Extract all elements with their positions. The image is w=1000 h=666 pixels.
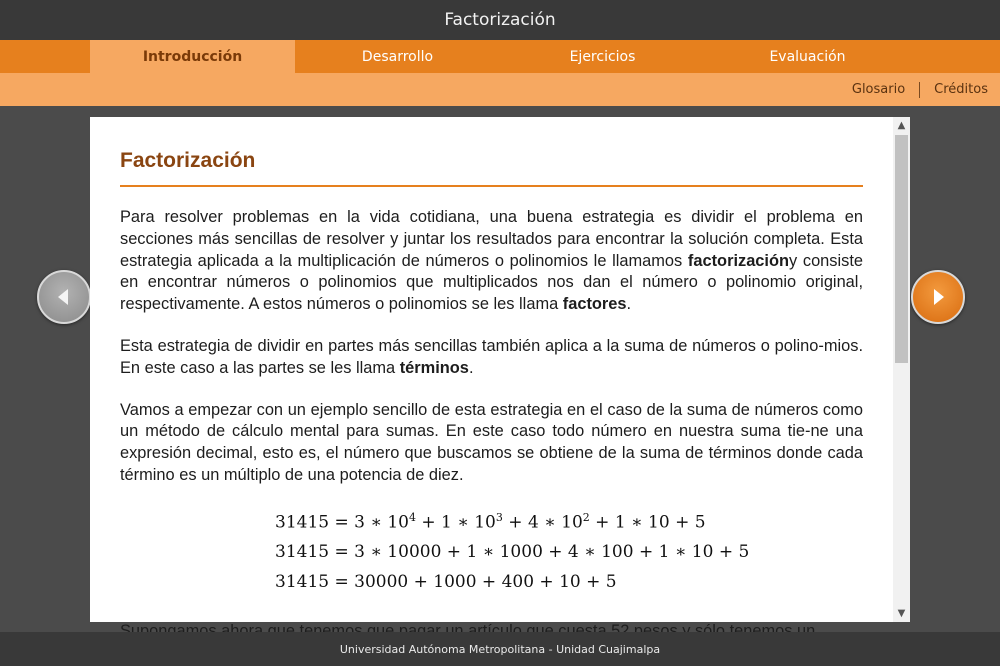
content-body: [120, 117, 863, 622]
math-exponent: 4: [408, 510, 416, 524]
content-panel[interactable]: [90, 117, 910, 622]
app-title-bar: [0, 0, 1000, 40]
math-term: 1: [614, 512, 626, 533]
math-term: 4: [527, 512, 539, 533]
footer: [0, 632, 1000, 666]
scroll-down-icon[interactable]: ▼: [897, 608, 906, 619]
secondary-nav: [0, 73, 1000, 106]
term-factores: factores: [562, 295, 627, 314]
chevron-left-icon: [55, 287, 73, 307]
subnav-divider: [919, 82, 920, 98]
tab-evaluacion[interactable]: Evaluación: [769, 48, 846, 65]
math-term: 1: [441, 512, 452, 533]
math-term: 31415: [275, 512, 330, 533]
scroll-thumb[interactable]: [895, 135, 908, 363]
math-term: 3: [354, 512, 365, 533]
chevron-right-icon: [929, 287, 947, 307]
term-terminos: términos: [399, 358, 469, 377]
footer-text: Universidad Autónoma Metropolitana - Unidad Cuajimalpa: [339, 642, 661, 656]
paragraph-3: Vamos a empezar con un ejemplo sencillo de esta estrategia en el caso de la suma de números como un método de cálculo mental para sumas. En este caso todo número en nuestra suma tie-ne una expresión decimal, esto es, el número que buscamos se obtiene de la suma de términos donde cada término es un múltiplo de una potencia de diez.: [120, 400, 863, 484]
math-exponent: 3: [495, 510, 503, 524]
math-exponent: 2: [582, 510, 590, 524]
paragraph-text: y consiste en encontrar números o polinomios que multiplicados nos dan el número o polinomio original, respectivamente. A estos números o polinomios se les llama: [120, 251, 863, 314]
paragraph-2: [120, 336, 863, 380]
math-block: [275, 503, 863, 598]
equation-line-1: 31415 = 3 ∗ $10^4 + 1$ ∗ $10^3 + 4$ ∗ $10^2 + 1$ ∗ 10 + 5: [275, 510, 706, 533]
tab-desarrollo[interactable]: Desarrollo: [361, 48, 434, 65]
tab-introduccion[interactable]: Introducción: [90, 40, 295, 73]
page-heading: Factorización: [120, 149, 256, 172]
math-term: 5: [694, 512, 706, 533]
glossary-link[interactable]: Glosario: [851, 82, 906, 97]
main-nav: [0, 40, 1000, 73]
heading-divider: [120, 185, 863, 187]
paragraph-text: .: [626, 295, 632, 314]
paragraph-1: [120, 207, 863, 316]
paragraph-text: Esta estrategia de dividir en partes más sencillas también aplica a la suma de números o polino-mios. En este caso a las partes se les llama: [120, 336, 863, 377]
paragraph-text: Para resolver problemas en la vida cotidiana, una buena estrategia es dividir el problema en secciones más sencillas de resolver y juntar los resultados para encontrar la solución completa. Esta estrategia aplicada a la multiplicación de números o polinomios le llamamos: [120, 208, 863, 270]
tab-ejercicios[interactable]: Ejercicios: [569, 48, 636, 65]
previous-page-button[interactable]: [37, 270, 91, 324]
nav-spacer: [0, 40, 90, 73]
scroll-up-icon[interactable]: ▲: [897, 120, 906, 131]
content-scrollbar[interactable]: [893, 117, 910, 622]
next-page-button[interactable]: [911, 270, 965, 324]
term-factorizacion: factorización: [687, 251, 790, 270]
equation-line-2: 31415 = 3 ∗ 10000 + 1 ∗ 1000 + 4 ∗ 100 + 1 ∗ 10 + 5: [275, 542, 750, 563]
credits-link[interactable]: Créditos: [934, 82, 988, 97]
paragraph-text: .: [468, 358, 474, 377]
math-term: 10: [648, 512, 670, 533]
equation-line-3: 31415 = 30000 + 1000 + 400 + 10 + 5: [275, 572, 617, 593]
app-title: Factorización: [444, 10, 556, 30]
